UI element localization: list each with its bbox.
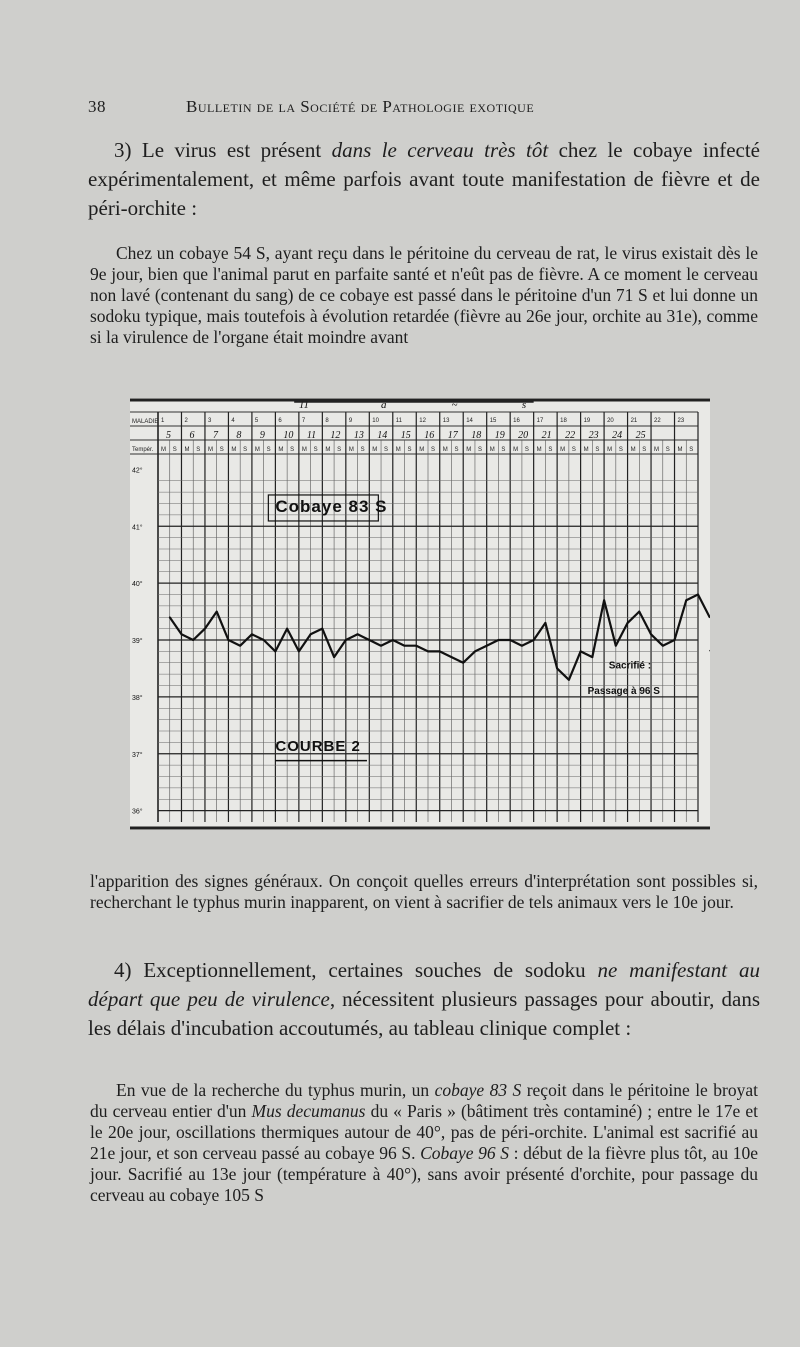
handwritten-day-label: 22 bbox=[565, 430, 576, 441]
time-of-day-label: S bbox=[571, 447, 576, 453]
day-column-label: 10 bbox=[372, 418, 379, 424]
time-of-day-label: M bbox=[395, 447, 401, 453]
time-of-day-label: M bbox=[630, 447, 636, 453]
time-of-day-label: M bbox=[231, 447, 237, 453]
day-column-label: 15 bbox=[489, 418, 497, 424]
temperature-point bbox=[697, 594, 699, 596]
temperature-point bbox=[533, 639, 535, 641]
day-column-label: 4 bbox=[231, 418, 235, 424]
temperature-point bbox=[274, 650, 276, 652]
time-of-day-label: M bbox=[654, 447, 660, 453]
top-handwritten-mark: 11 bbox=[298, 399, 310, 411]
top-handwritten-mark: ~ bbox=[451, 399, 458, 411]
handwritten-day-label: 13 bbox=[353, 430, 364, 441]
time-of-day-label: S bbox=[360, 447, 365, 453]
temperature-point bbox=[591, 656, 593, 658]
time-of-day-label: M bbox=[560, 447, 566, 453]
temperature-point bbox=[310, 633, 312, 635]
day-column-label: 22 bbox=[654, 418, 661, 424]
handwritten-day-label: 6 bbox=[189, 430, 195, 441]
time-of-day-label: S bbox=[384, 447, 389, 453]
emphasis: dans le cerveau très tôt bbox=[331, 138, 549, 162]
temperature-point bbox=[169, 616, 171, 618]
temperature-point bbox=[685, 599, 687, 601]
paragraph-4: 4) Exceptionnellement, certaines souches de sodoku ne manifestant au départ que peu de virulence, nécessitent plusieurs passages pour aboutir, dans les délais d'incubation accoutumés, au tableau clinique complet : bbox=[88, 958, 760, 1040]
time-of-day-label: M bbox=[419, 447, 425, 453]
temperature-point bbox=[357, 633, 359, 635]
temperature-point bbox=[321, 628, 323, 630]
handwritten-day-label: 21 bbox=[541, 430, 552, 441]
handwritten-day-label: 10 bbox=[283, 430, 294, 441]
time-of-day-label: S bbox=[548, 447, 553, 453]
time-of-day-label: M bbox=[207, 447, 213, 453]
time-of-day-label: S bbox=[689, 447, 694, 453]
day-column-label: 23 bbox=[677, 418, 685, 424]
time-of-day-label: S bbox=[524, 447, 529, 453]
time-of-day-label: M bbox=[607, 447, 613, 453]
temperature-point bbox=[380, 645, 382, 647]
handwritten-day-label: 5 bbox=[166, 430, 171, 441]
handwritten-day-label: 15 bbox=[400, 430, 411, 441]
time-of-day-label: M bbox=[161, 447, 166, 453]
handwritten-day-label: 8 bbox=[236, 430, 242, 441]
time-of-day-label: M bbox=[348, 447, 354, 453]
handwritten-day-label: 20 bbox=[518, 430, 529, 441]
temperature-point bbox=[427, 650, 429, 652]
time-of-day-label: S bbox=[196, 447, 201, 453]
day-column-label: 13 bbox=[442, 418, 450, 424]
handwritten-day-label: 7 bbox=[212, 430, 218, 441]
handwritten-day-label: 19 bbox=[494, 430, 505, 441]
handwritten-day-label: 25 bbox=[635, 430, 646, 441]
handwritten-day-label: 24 bbox=[612, 430, 623, 441]
time-of-day-label: S bbox=[501, 447, 506, 453]
temperature-point bbox=[498, 639, 500, 641]
time-of-day-label: M bbox=[254, 447, 260, 453]
day-column-label: 1 bbox=[161, 418, 165, 424]
time-of-day-label: M bbox=[372, 447, 378, 453]
time-of-day-label: M bbox=[184, 447, 190, 453]
temperature-point bbox=[192, 639, 194, 641]
time-of-day-label: S bbox=[665, 447, 670, 453]
paragraph-continued: l'apparition des signes généraux. On conçoit quelles erreurs d'interprétation sont possibles si, recherchant le typhus murin inapparent, on vient à sacrifier de tels animaux vers le 10e jour. bbox=[90, 871, 758, 912]
handwritten-day-label: 17 bbox=[447, 430, 458, 441]
temperature-point bbox=[204, 628, 206, 630]
temperature-point bbox=[627, 622, 629, 624]
temperature-point bbox=[662, 645, 664, 647]
day-column-label: 17 bbox=[536, 418, 544, 424]
temperature-point bbox=[556, 668, 558, 670]
time-of-day-label: S bbox=[642, 447, 647, 453]
day-column-label: 18 bbox=[560, 418, 567, 424]
time-of-day-label: S bbox=[290, 447, 295, 453]
day-column-label: 16 bbox=[513, 418, 520, 424]
top-handwritten-mark: s bbox=[521, 399, 527, 411]
temperature-point bbox=[368, 639, 370, 641]
handwritten-day-label: 23 bbox=[588, 430, 599, 441]
time-of-day-label: S bbox=[313, 447, 318, 453]
temperature-point bbox=[345, 639, 347, 641]
annotation-line-1: Sacrifié : bbox=[608, 660, 652, 672]
row-label-temperature: Tempér. bbox=[132, 447, 154, 453]
time-of-day-label: M bbox=[466, 447, 472, 453]
day-column-label: 21 bbox=[630, 418, 638, 424]
time-of-day-label: S bbox=[595, 447, 600, 453]
day-column-label: 19 bbox=[583, 418, 591, 424]
y-tick-label: 37° bbox=[132, 751, 143, 759]
day-column-label: 3 bbox=[207, 418, 212, 424]
day-column-label: 11 bbox=[395, 418, 403, 424]
temperature-point bbox=[580, 650, 582, 652]
day-column-label: 12 bbox=[419, 418, 426, 424]
day-column-label: 2 bbox=[184, 418, 188, 424]
time-of-day-label: M bbox=[583, 447, 589, 453]
chart-title: Cobaye 83 S bbox=[275, 497, 388, 517]
temperature-point bbox=[638, 611, 640, 613]
temperature-point bbox=[286, 628, 288, 630]
day-column-label: 8 bbox=[325, 418, 329, 424]
temperature-point bbox=[462, 662, 464, 664]
paragraph-3: 3) Le virus est présent dans le cerveau très tôt chez le cobaye infecté expérimentalement, et même parfois avant toute manifestation de fièvre et de péri-orchite : bbox=[88, 138, 760, 220]
y-tick-label: 39° bbox=[132, 638, 143, 645]
day-column-label: 6 bbox=[278, 418, 282, 424]
temperature-point bbox=[439, 650, 441, 652]
temperature-point bbox=[251, 633, 253, 635]
top-handwritten-mark: a bbox=[381, 399, 387, 411]
temperature-point bbox=[474, 650, 476, 652]
y-tick-label: 38° bbox=[132, 694, 143, 702]
journal-title: Bulletin de la Société de Pathologie exotique bbox=[186, 97, 535, 116]
chart-subtitle: COURBE 2 bbox=[275, 737, 361, 755]
time-of-day-label: S bbox=[172, 447, 177, 453]
time-of-day-label: S bbox=[266, 447, 271, 453]
day-column-label: 14 bbox=[466, 418, 473, 424]
day-column-label: 20 bbox=[607, 418, 614, 424]
temperature-point bbox=[509, 639, 511, 641]
y-tick-label: 40° bbox=[132, 581, 143, 589]
temperature-point bbox=[603, 599, 605, 601]
temperature-point bbox=[239, 645, 241, 647]
time-of-day-label: M bbox=[536, 447, 542, 453]
temperature-point bbox=[263, 639, 265, 641]
time-of-day-label: S bbox=[219, 447, 224, 453]
temperature-point bbox=[216, 611, 218, 613]
temperature-point bbox=[392, 639, 394, 641]
page-number: 38 bbox=[88, 97, 106, 116]
temperature-chart-svg bbox=[130, 390, 710, 835]
temperature-point bbox=[674, 639, 676, 641]
time-of-day-label: S bbox=[477, 447, 482, 453]
annotation-line-2: Passage à 96 S bbox=[587, 686, 660, 698]
temperature-point bbox=[415, 645, 417, 647]
temperature-point bbox=[298, 650, 300, 652]
time-of-day-label: M bbox=[325, 447, 331, 453]
time-of-day-label: M bbox=[677, 447, 683, 453]
time-of-day-label: M bbox=[442, 447, 448, 453]
time-of-day-label: M bbox=[489, 447, 495, 453]
handwritten-day-label: 9 bbox=[259, 430, 265, 441]
time-of-day-label: S bbox=[337, 447, 342, 453]
temperature-point bbox=[228, 639, 230, 641]
y-tick-label: 36° bbox=[132, 808, 143, 816]
temperature-point bbox=[650, 633, 652, 635]
day-column-label: 9 bbox=[348, 418, 353, 424]
day-column-label: 5 bbox=[254, 418, 259, 424]
temperature-point bbox=[181, 633, 183, 635]
time-of-day-label: S bbox=[618, 447, 623, 453]
day-column-label: 7 bbox=[301, 418, 306, 424]
temperature-point bbox=[486, 645, 488, 647]
y-tick-label: 41° bbox=[132, 524, 143, 532]
temperature-point bbox=[451, 656, 453, 658]
y-tick-label: 42° bbox=[132, 467, 143, 475]
handwritten-day-label: 12 bbox=[330, 430, 341, 441]
temperature-point bbox=[544, 622, 546, 624]
temperature-point bbox=[521, 645, 523, 647]
handwritten-day-label: 16 bbox=[424, 430, 435, 441]
row-label-maladie: MALADIE bbox=[132, 419, 159, 425]
temperature-point bbox=[615, 645, 617, 647]
temperature-point bbox=[568, 679, 570, 681]
case-83s-paragraph: En vue de la recherche du typhus murin, un cobaye 83 S reçoit dans le péritoine le broyat du cerveau entier d'un Mus decumanus du « Paris » (bâtiment très contaminé) ; entre le 17e et le 20e jour, oscillations thermiques autour de 40°, pas de péri-orchite. L'animal est sacrifié au 21e jour, et son cerveau passé au cobaye 96 S. Cobaye 96 S : début de la fièvre plus tôt, au 10e jour. Sacrifié au 13e jour (température à 40°), sans avoir présenté d'orchite, pour passage du cerveau au cobaye 105 S bbox=[90, 1080, 759, 1205]
time-of-day-label: S bbox=[454, 447, 459, 453]
handwritten-day-label: 11 bbox=[306, 430, 317, 441]
time-of-day-label: M bbox=[301, 447, 307, 453]
emphasis: ne manifestant au départ que peu de virulence bbox=[88, 958, 760, 1011]
time-of-day-label: S bbox=[431, 447, 436, 453]
temperature-point bbox=[404, 645, 406, 647]
handwritten-day-label: 14 bbox=[377, 430, 388, 441]
handwritten-day-label: 18 bbox=[471, 430, 482, 441]
time-of-day-label: M bbox=[513, 447, 519, 453]
temperature-chart bbox=[130, 390, 710, 835]
time-of-day-label: S bbox=[407, 447, 412, 453]
time-of-day-label: M bbox=[278, 447, 284, 453]
time-of-day-label: S bbox=[243, 447, 248, 453]
case-54s-paragraph: Chez un cobaye 54 S, ayant reçu dans le péritoine du cerveau de rat, le virus existait dès le 9e jour, bien que l'animal parut en parfaite santé et n'eût pas de fièvre. A ce moment le cerveau non lavé (contenant du sang) de ce cobaye est passé dans le péritoine d'un 71 S et lui donne un sodoku typique, mais toutefois à évolution retardée (fièvre au 26e jour, orchite au 31e), comme si la virulence de l'organe était moindre avant bbox=[90, 243, 758, 347]
temperature-point bbox=[333, 656, 335, 658]
